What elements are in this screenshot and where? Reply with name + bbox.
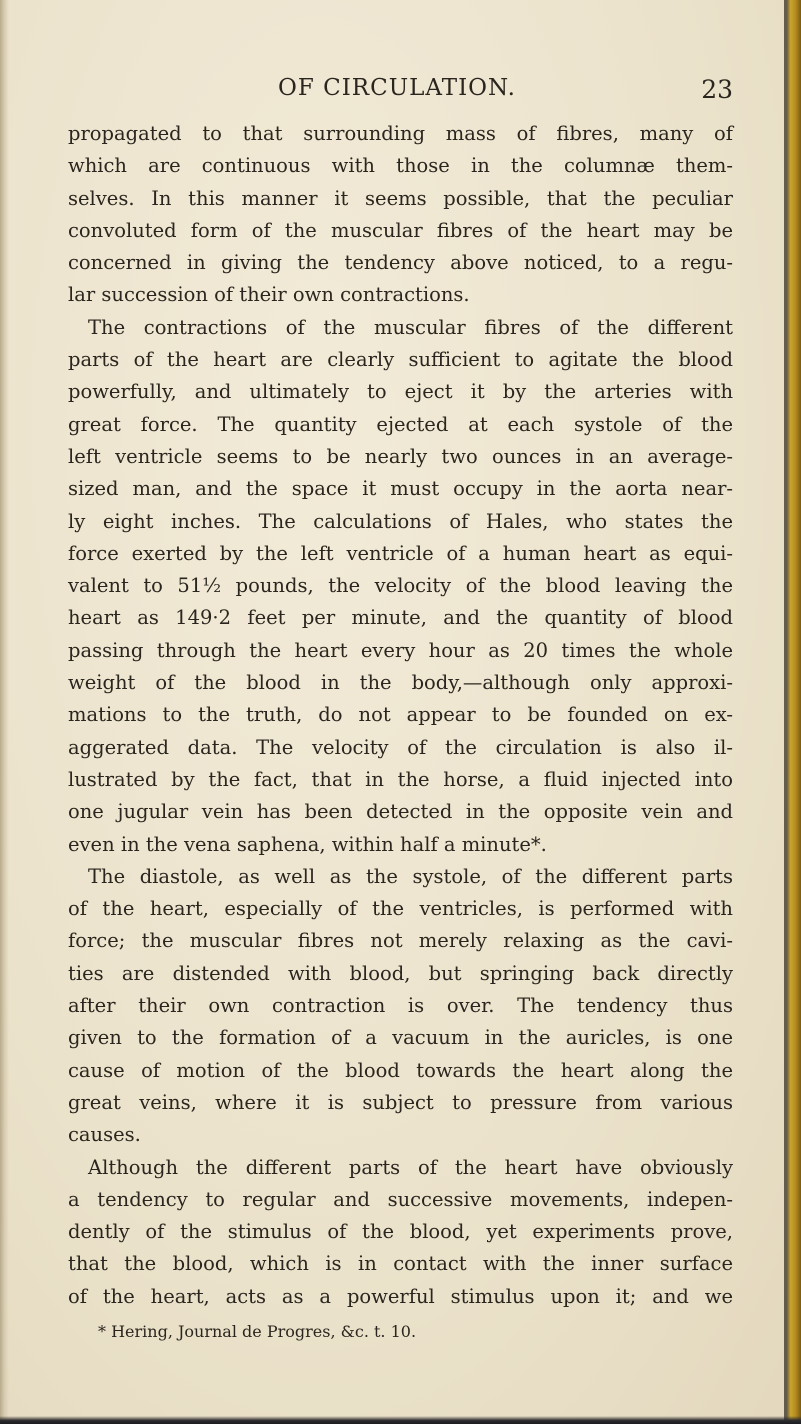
- text-line: great veins, where it is subject to pressure from various: [68, 1090, 733, 1114]
- text-line: aggerated data. The velocity of the circulation is also il-: [68, 735, 733, 759]
- running-title: OF CIRCULATION.: [278, 75, 516, 101]
- text-line: passing through the heart every hour as 20 times the whole: [68, 638, 733, 662]
- page-number: 23: [701, 75, 733, 104]
- body-text: [68, 118, 733, 1313]
- text-line: which are continuous with those in the columnæ them-: [68, 154, 733, 178]
- text-line: weight of the blood in the body,—although only approxi-: [68, 671, 733, 695]
- text-line: powerfully, and ultimately to eject it by the arteries with: [68, 380, 733, 404]
- text-line: selves. In this manner it seems possible, that the peculiar: [68, 186, 733, 210]
- text-line: that the blood, which is in contact with the inner surface: [68, 1252, 733, 1276]
- text-line: concerned in giving the tendency above noticed, to a regu-: [68, 251, 733, 275]
- text-line: of the heart, especially of the ventricles, is performed with: [68, 897, 733, 921]
- text-line: propagated to that surrounding mass of fibres, many of: [68, 122, 733, 145]
- book-spine-edge: [787, 0, 801, 1424]
- page-header: [68, 73, 733, 109]
- text-line: lustrated by the fact, that in the horse, a fluid injected into: [68, 767, 733, 791]
- text-line: given to the formation of a vacuum in the auricles, is one: [68, 1026, 733, 1050]
- text-line: mations to the truth, do not appear to be founded on ex-: [68, 703, 733, 727]
- text-line: force exerted by the left ventricle of a human heart as equi-: [68, 541, 733, 565]
- footnote: * Hering, Journal de Progres, &c. t. 10.: [98, 1322, 417, 1341]
- text-line: dently of the stimulus of the blood, yet experiments prove,: [68, 1220, 733, 1244]
- text-line: a tendency to regular and successive movements, indepen-: [68, 1187, 733, 1211]
- text-line: causes.: [68, 1123, 141, 1147]
- text-line: one jugular vein has been detected in the opposite vein and: [68, 800, 733, 824]
- page-left-edge: [0, 0, 9, 1424]
- text-line: ly eight inches. The calculations of Hales, who states the: [68, 509, 733, 533]
- text-line: convoluted form of the muscular fibres of the heart may be: [68, 218, 733, 242]
- text-line: after their own contraction is over. The tendency thus: [68, 994, 733, 1018]
- text-line: of the heart, acts as a powerful stimulus upon it; and we: [68, 1284, 733, 1308]
- text-line: parts of the heart are clearly sufficient to agitate the blood: [68, 348, 733, 372]
- text-line: left ventricle seems to be nearly two ounces in an average-: [68, 444, 733, 468]
- text-line: Although the different parts of the heart have obviously: [88, 1155, 733, 1179]
- text-line: ties are distended with blood, but springing back directly: [68, 961, 733, 985]
- text-line: The diastole, as well as the systole, of the different parts: [88, 864, 733, 888]
- text-line: sized man, and the space it must occupy in the aorta near-: [68, 477, 733, 501]
- text-line: cause of motion of the blood towards the heart along the: [68, 1058, 733, 1082]
- text-line: valent to 51½ pounds, the velocity of the blood leaving the: [68, 574, 733, 598]
- text-line: force; the muscular fibres not merely relaxing as the cavi-: [68, 929, 733, 953]
- text-line: The contractions of the muscular fibres of the different: [88, 315, 733, 339]
- text-line: lar succession of their own contractions.: [68, 283, 470, 307]
- page-bottom-edge: [0, 1416, 801, 1424]
- text-line: great force. The quantity ejected at each systole of the: [68, 412, 733, 436]
- text-line: even in the vena saphena, within half a minute*.: [68, 832, 547, 856]
- text-line: heart as 149·2 feet per minute, and the quantity of blood: [68, 606, 733, 630]
